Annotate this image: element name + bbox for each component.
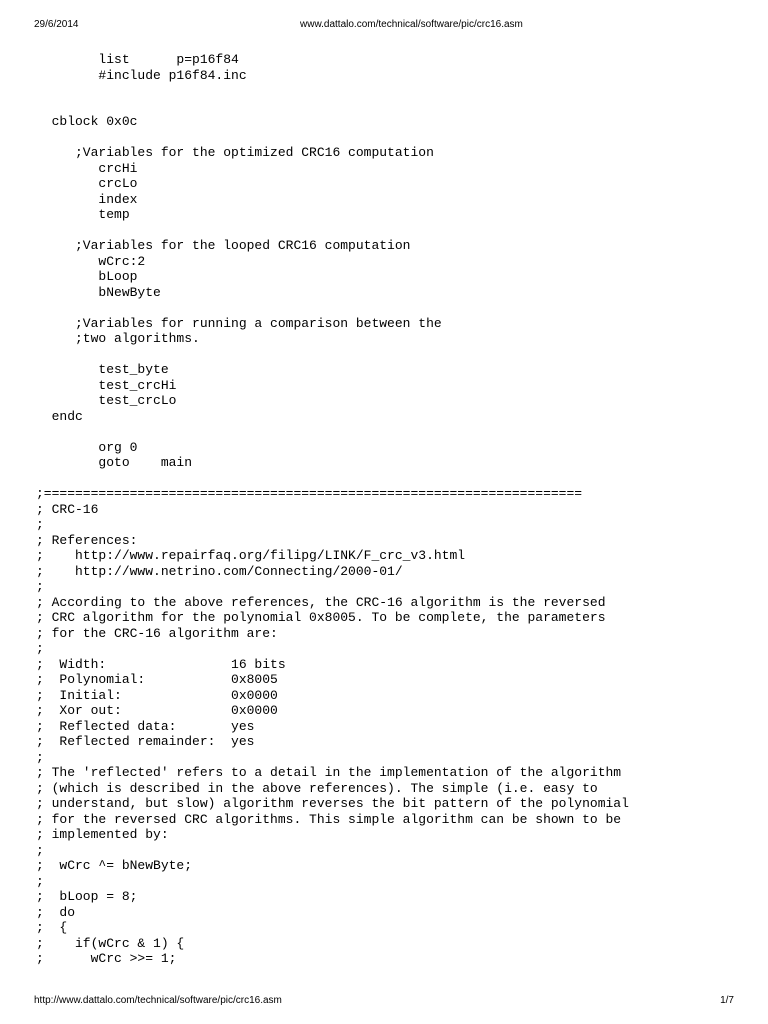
code-line: org 0 [36,439,138,455]
code-line: ; Polynomial: 0x8005 [36,672,278,687]
code-line: ; CRC algorithm for the polynomial 0x8005. To be complete, the parameters [36,610,606,625]
code-line: bNewByte [36,284,161,300]
code-line: ; [36,749,44,765]
code-line [36,300,736,316]
code-line: ; Xor out: 0x0000 [36,703,278,718]
print-header [0,0,768,32]
code-line: index [36,191,138,207]
code-line: test_crcLo [36,393,177,408]
code-line: ; [36,641,44,656]
code-line: ; wCrc >>= 1; [36,951,177,966]
code-line: ; do [36,904,76,920]
print-date: 29/6/2014 [34,19,79,30]
code-line [36,99,736,115]
page-url-header: www.dattalo.com/technical/software/pic/crc16.asm [300,19,523,30]
code-line: ;Variables for running a comparison between the [36,315,442,331]
code-line [36,347,736,363]
code-line: ;Variables for the optimized CRC16 computation [36,145,434,160]
code-line: ;two algorithms. [36,331,200,346]
code-line: endc [36,408,83,424]
code-line: ; According to the above references, the CRC-16 algorithm is the reversed [36,594,606,610]
code-line: ; [36,517,44,532]
code-line: ; for the CRC-16 algorithm are: [36,625,278,641]
code-line: ; { [36,920,68,935]
code-line: goto main [36,455,193,470]
code-line: ; (which is described in the above references). The simple (i.e. easy to [36,780,598,796]
code-line: ; [36,842,44,858]
code-line: ; if(wCrc & 1) { [36,935,185,951]
code-line: temp [36,207,130,222]
code-line: test_byte [36,362,169,377]
code-line: ;===================================================================== [36,486,583,501]
code-line [36,223,736,239]
code-line [36,471,736,487]
code-line: wCrc:2 [36,253,146,269]
code-line [36,130,736,146]
print-footer [0,990,768,1010]
code-line: crcHi [36,160,138,176]
code-line: ; http://www.netrino.com/Connecting/2000-01/ [36,563,403,579]
code-line: ; Initial: 0x0000 [36,687,278,703]
code-line: ; Reflected data: yes [36,718,255,734]
code-line: ;Variables for the looped CRC16 computation [36,238,411,253]
code-line: cblock 0x0c [36,114,138,129]
code-line: ; for the reversed CRC algorithms. This simple algorithm can be shown to be [36,811,622,827]
code-line: ; The 'reflected' refers to a detail in the implementation of the algorithm [36,765,622,780]
code-line: test_crcHi [36,377,177,393]
code-line: ; [36,873,44,889]
code-line: ; implemented by: [36,827,169,842]
code-line: ; http://www.repairfaq.org/filipg/LINK/F_crc_v3.html [36,548,466,563]
code-line: ; Reflected remainder: yes [36,734,255,749]
code-line: ; CRC-16 [36,501,99,517]
code-line: bLoop [36,269,138,284]
code-line [36,83,736,99]
code-line: list p=p16f84 [36,52,239,67]
code-line: #include p16f84.inc [36,67,247,83]
page-number: 1/7 [720,995,734,1006]
code-line: ; understand, but slow) algorithm reverses the bit pattern of the polynomial [36,796,629,811]
code-line: ; bLoop = 8; [36,889,138,904]
code-line: ; References: [36,532,138,548]
code-line: crcLo [36,176,138,191]
code-line [36,424,736,440]
code-line: ; [36,579,44,594]
page-url-footer: http://www.dattalo.com/technical/software/pic/crc16.asm [34,995,282,1006]
source-code-block [36,52,736,982]
code-line: ; wCrc ^= bNewByte; [36,858,193,873]
code-line: ; Width: 16 bits [36,656,286,672]
